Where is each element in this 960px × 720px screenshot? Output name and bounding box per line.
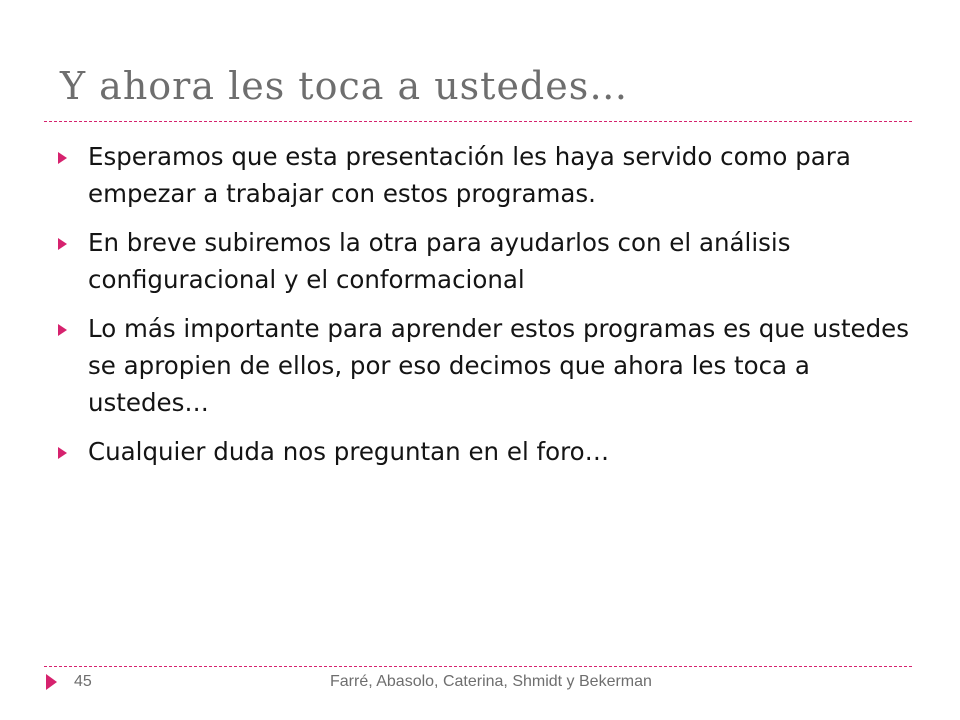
footer-authors: Farré, Abasolo, Caterina, Shmidt y Bekerman bbox=[330, 673, 652, 690]
bullet-text: Lo más importante para aprender estos programas es que ustedes se apropien de ellos, por eso decimos que ahora les toca a ustedes… bbox=[88, 314, 910, 417]
bullet-item bbox=[58, 138, 910, 212]
page-number: 45 bbox=[74, 673, 92, 690]
triangle-right-icon bbox=[58, 447, 67, 459]
bullet-item bbox=[58, 433, 910, 470]
bullet-text: Esperamos que esta presentación les haya servido como para empezar a trabajar con estos programas. bbox=[88, 142, 851, 208]
slide-title: Y ahora les toca a ustedes… bbox=[60, 64, 629, 108]
triangle-right-icon bbox=[58, 238, 67, 250]
title-divider bbox=[44, 121, 912, 122]
bullet-item bbox=[58, 310, 910, 421]
footer-divider bbox=[44, 666, 912, 667]
triangle-right-icon bbox=[58, 324, 67, 336]
triangle-right-icon bbox=[58, 152, 67, 164]
bullet-text: Cualquier duda nos preguntan en el foro… bbox=[88, 437, 610, 466]
bullet-item bbox=[58, 224, 910, 298]
bullet-list bbox=[58, 138, 910, 482]
bullet-text: En breve subiremos la otra para ayudarlos con el análisis configuracional y el conformacional bbox=[88, 228, 791, 294]
footer-triangle-icon bbox=[46, 674, 57, 690]
